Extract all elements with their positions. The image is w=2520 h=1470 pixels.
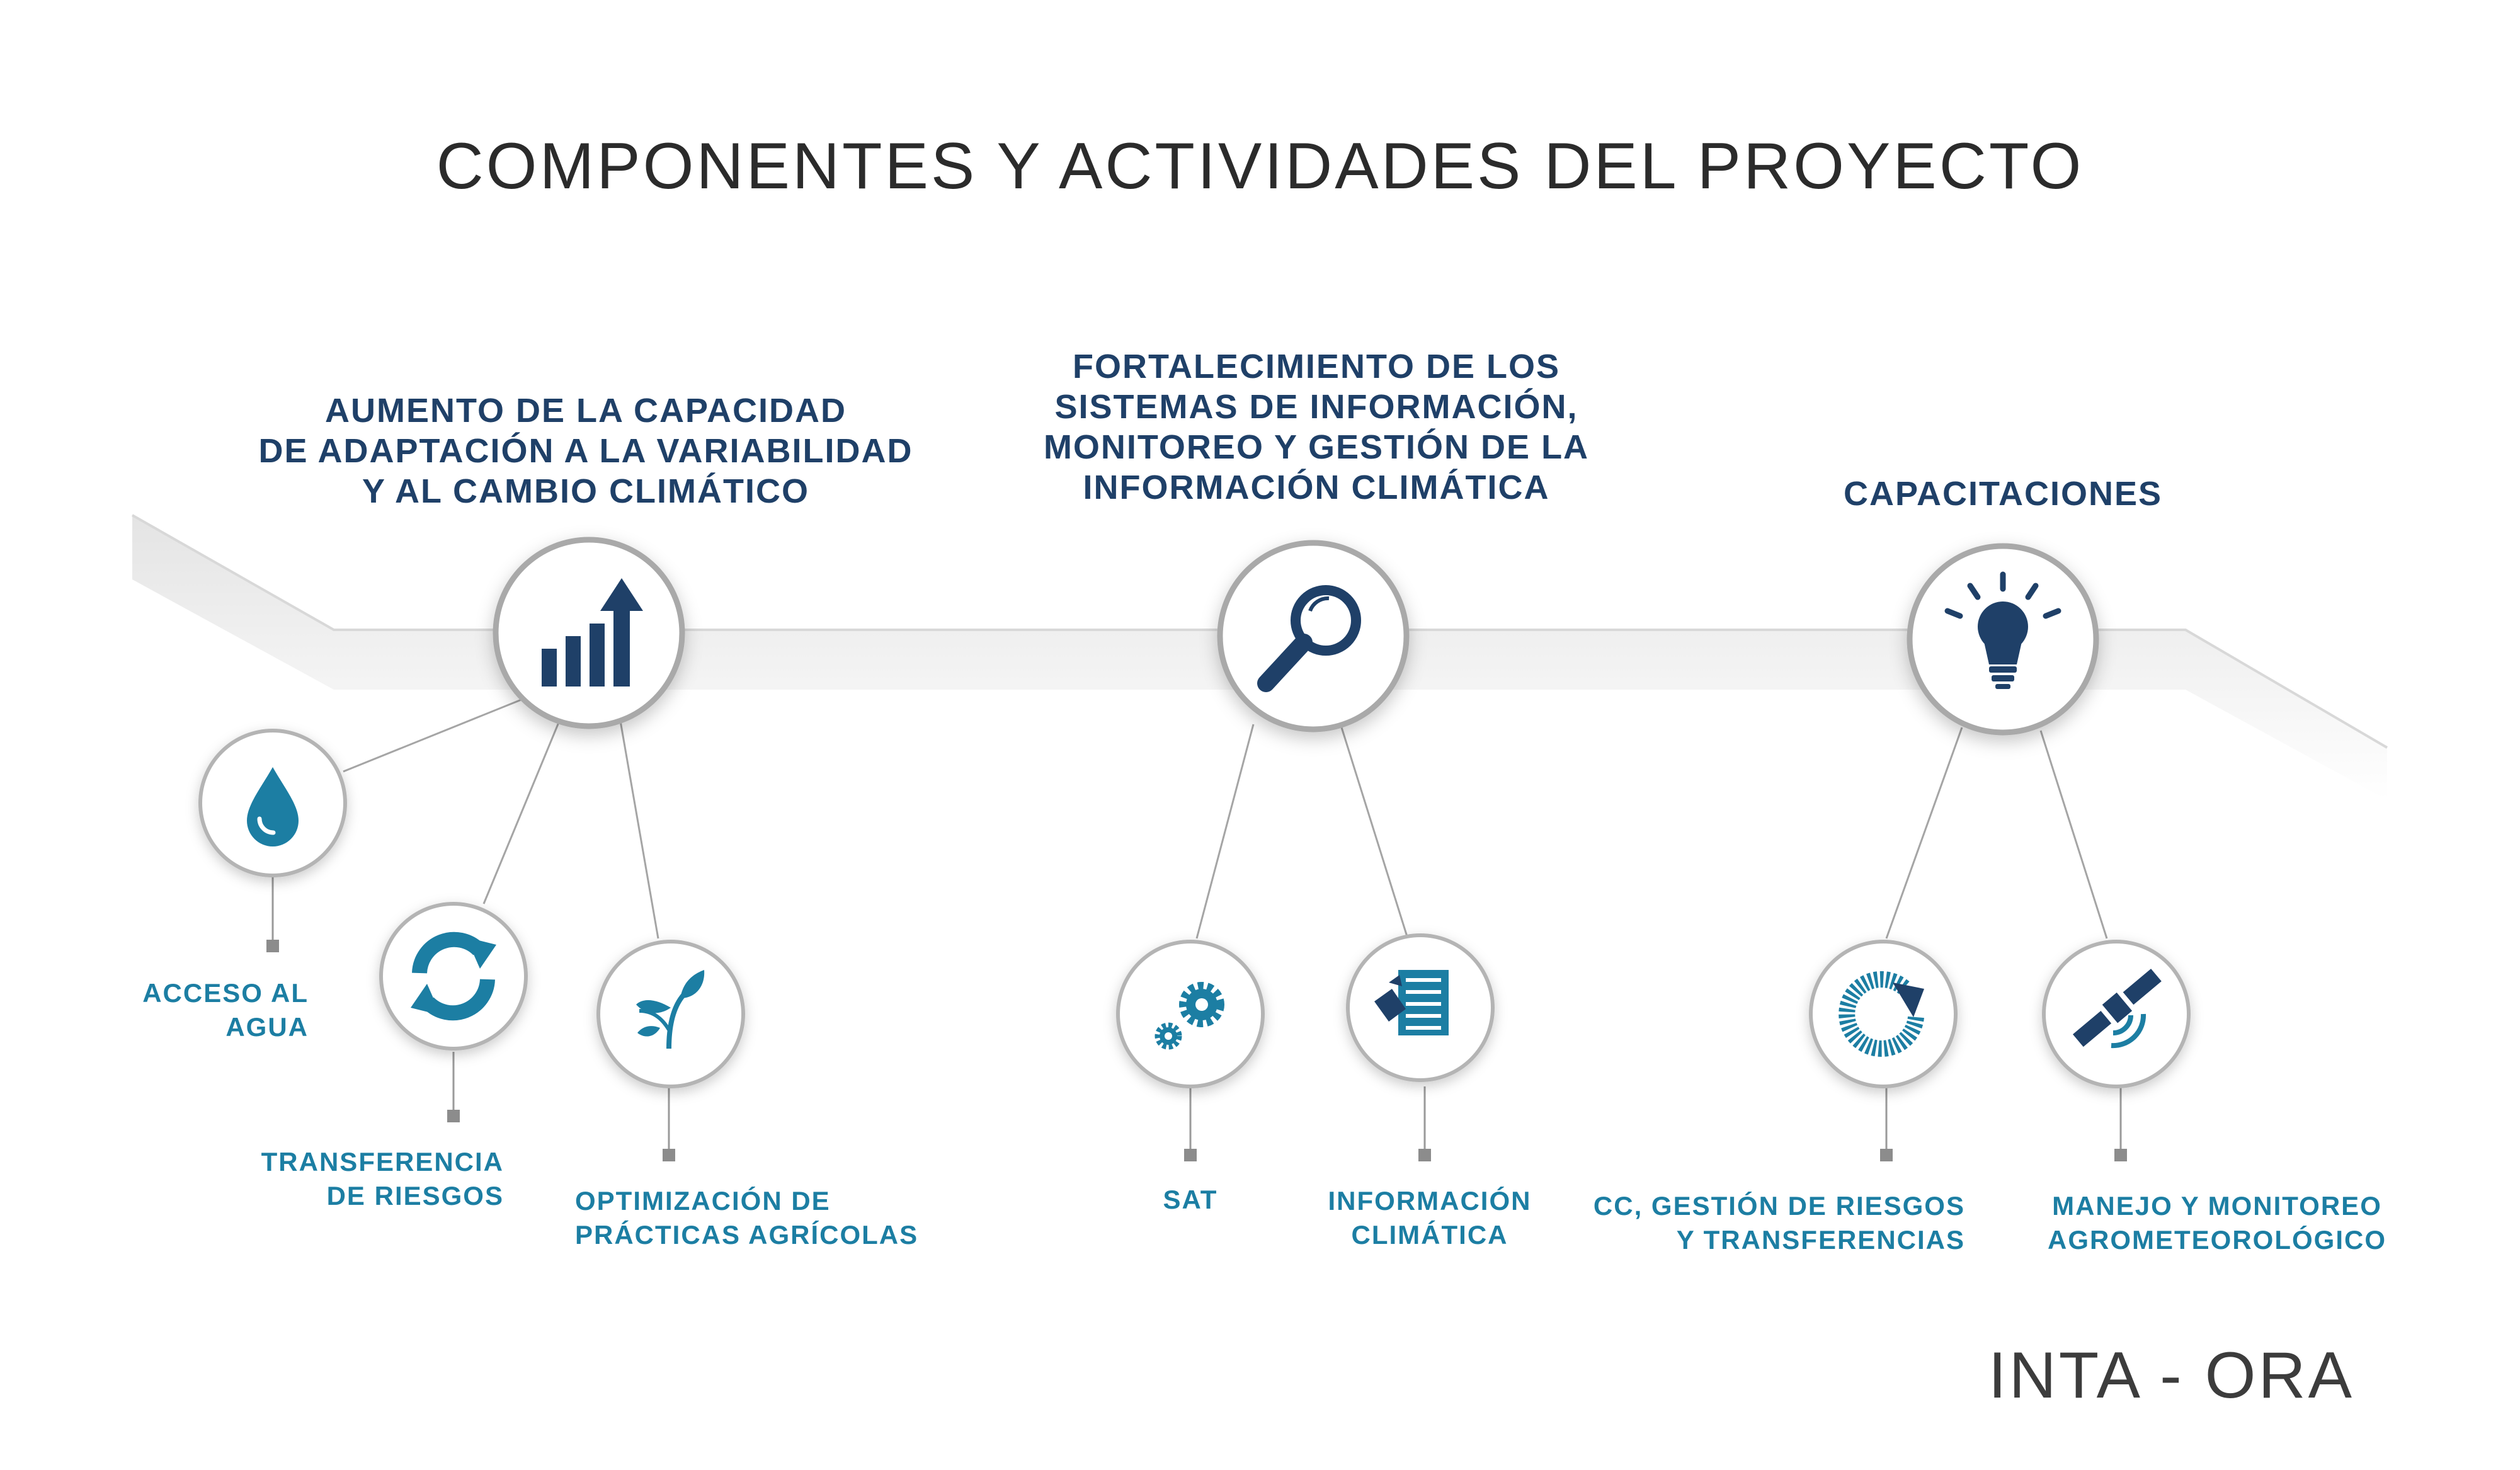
activity-label-cc-gestion [1549,1189,1965,1257]
activity-label-line: CLIMÁTICA [1351,1220,1508,1250]
activity-label-line: AGROMETEOROLÓGICO [2048,1225,2386,1255]
page-title: COMPONENTES Y ACTIVIDADES DEL PROYECTO [436,130,2084,203]
activity-circle-transferencia [381,904,526,1049]
component-circle-sistemas [1220,543,1406,729]
activity-label-line: AGUA [225,1012,309,1042]
stem-marker [663,1149,675,1161]
activity-label-line: CC, GESTIÓN DE RIESGOS [1593,1191,1965,1221]
component-label-line: INFORMACIÓN CLIMÁTICA [1083,469,1550,506]
activity-label-sat [1121,1183,1260,1217]
stem-marker [1418,1149,1431,1161]
activity-label-line: ACCESO AL [142,978,309,1008]
stem-marker [266,940,279,952]
activity-label-manejo [2041,1189,2393,1257]
stem-marker [447,1110,460,1122]
activity-circle-agua [200,731,345,875]
stem-marker [1880,1149,1893,1161]
activity-label-agua [82,976,309,1044]
stem-marker [1184,1149,1197,1161]
activity-label-line: PRÁCTICAS AGRÍCOLAS [575,1220,919,1250]
component-label-line: SISTEMAS DE INFORMACIÓN, [1054,388,1578,426]
stem-marker [2114,1149,2127,1161]
activity-label-line: MANEJO Y MONITOREO [2052,1191,2382,1221]
activity-label-line: INFORMACIÓN [1328,1186,1532,1216]
component-label-capacitaciones [1814,474,2192,514]
activity-label-line: TRANSFERENCIA [261,1147,504,1177]
activity-label-line: SAT [1163,1185,1218,1214]
component-label-line: AUMENTO DE LA CAPACIDAD [325,392,847,430]
footer-credit: INTA - ORA [1988,1339,2354,1412]
component-label-line: FORTALECIMIENTO DE LOS [1072,348,1560,385]
activity-circle-manejo [2044,942,2189,1086]
activity-label-line: DE RIESGOS [326,1181,504,1211]
activity-label-optimizacion [575,1184,978,1252]
activity-label-transferencia [214,1145,504,1213]
activity-circle-cc-gestion [1811,942,1956,1086]
component-label-line: CAPACITACIONES [1843,475,2162,513]
connector-lines [343,699,2107,938]
component-label-sistemas [1001,346,1631,508]
component-label-line: DE ADAPTACIÓN A LA VARIABILIDAD [258,432,913,470]
component-label-adaptacion [239,390,932,511]
component-label-line: MONITOREO Y GESTIÓN DE LA [1043,428,1590,466]
activity-circle-sat [1118,942,1263,1086]
activity-label-line: OPTIMIZACIÓN DE [575,1186,831,1216]
activity-label-informacion [1310,1184,1549,1252]
activity-circle-optimizacion [598,942,743,1086]
component-label-line: Y AL CAMBIO CLIMÁTICO [362,472,809,510]
activity-circle-informacion [1348,935,1493,1080]
component-circle-adaptacion [496,540,682,726]
component-circle-capacitaciones [1910,546,2096,732]
activity-label-line: Y TRANSFERENCIAS [1676,1225,1965,1255]
